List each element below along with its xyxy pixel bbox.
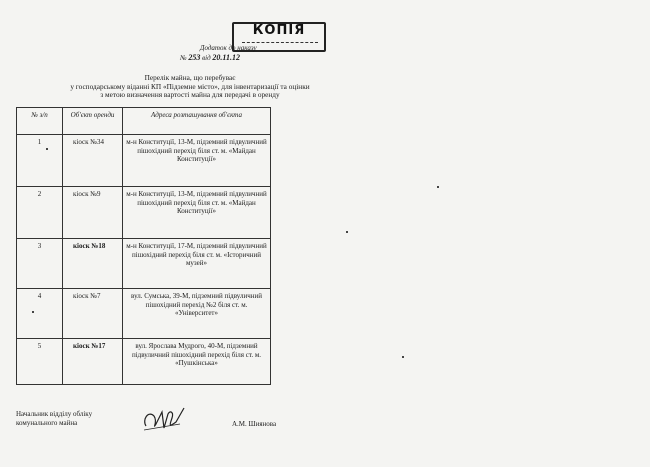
table-row [17,239,271,289]
header-number: № з/п [17,108,63,135]
row-object: кіоск №17 [63,339,123,385]
reference-number: 253 [188,53,201,62]
row-object: кіоск №7 [63,289,123,339]
signatory-title [16,410,92,428]
reference-date-prefix: від [202,54,211,62]
row-object: кіоск №18 [63,239,123,289]
table-row [17,289,271,339]
row-number: 1 [17,135,63,187]
heading-line1: Перелік майна, що перебуває [144,73,236,82]
document-heading [40,74,340,100]
scan-speck [437,186,439,188]
stamp-text: КОПІЯ [252,23,306,38]
scan-speck [346,231,348,233]
row-object: кіоск №34 [63,135,123,187]
table-row [17,187,271,239]
row-address: м-н Конституції, 13-М, підземний підвуличний пішохідний перехід біля ст. м. «Майдан Конституції» [123,187,271,239]
row-number: 5 [17,339,63,385]
heading-line2: у господарському віданні КП «Підземне місто», для інвентаризації та оцінки [70,81,310,91]
signatory-title-line1: Начальник відділу обліку [16,410,93,418]
row-number: 4 [17,289,63,339]
scan-speck [402,356,404,358]
heading-line3: з метою визначення вартості майна для передачі в оренду [100,90,280,100]
property-table [16,107,271,385]
row-object: кіоск №9 [63,187,123,239]
row-number: 3 [17,239,63,289]
row-address: м-н Конституції, 17-М, підземний підвуличний пішохідний перехід біля ст. м. «Історичний музей» [123,239,271,289]
signatory-name: А.М. Шиянова [232,420,277,428]
table-row [17,339,271,385]
table-header-row [17,108,271,135]
reference-no-prefix: № [180,54,187,62]
signatory-title-line2: комунального майна [16,419,78,427]
row-number: 2 [17,187,63,239]
table-row [17,135,271,187]
row-address: вул. Ярослава Мудрого, 40-М, підземний підвуличний пішохідний перехід біля ст. м. «Пушкінська» [123,339,271,385]
handwritten-signature [140,404,188,434]
order-reference [180,44,257,63]
reference-line2 [180,53,257,63]
header-object: Об'єкт оренди [63,108,123,135]
scan-speck [32,311,34,313]
header-address: Адреса розташування об'єкта [123,108,271,135]
scan-speck [46,148,48,150]
reference-date: 20.11.12 [212,53,240,62]
row-address: вул. Сумська, 39-М, підземний підвуличний пішохідний перехід №2 біля ст. м. «Університет» [123,289,271,339]
row-address: м-н Конституції, 13-М, підземний підвуличний пішохідний перехід біля ст. м. «Майдан Конституції» [123,135,271,187]
reference-line1: Додаток до наказу [200,44,257,52]
